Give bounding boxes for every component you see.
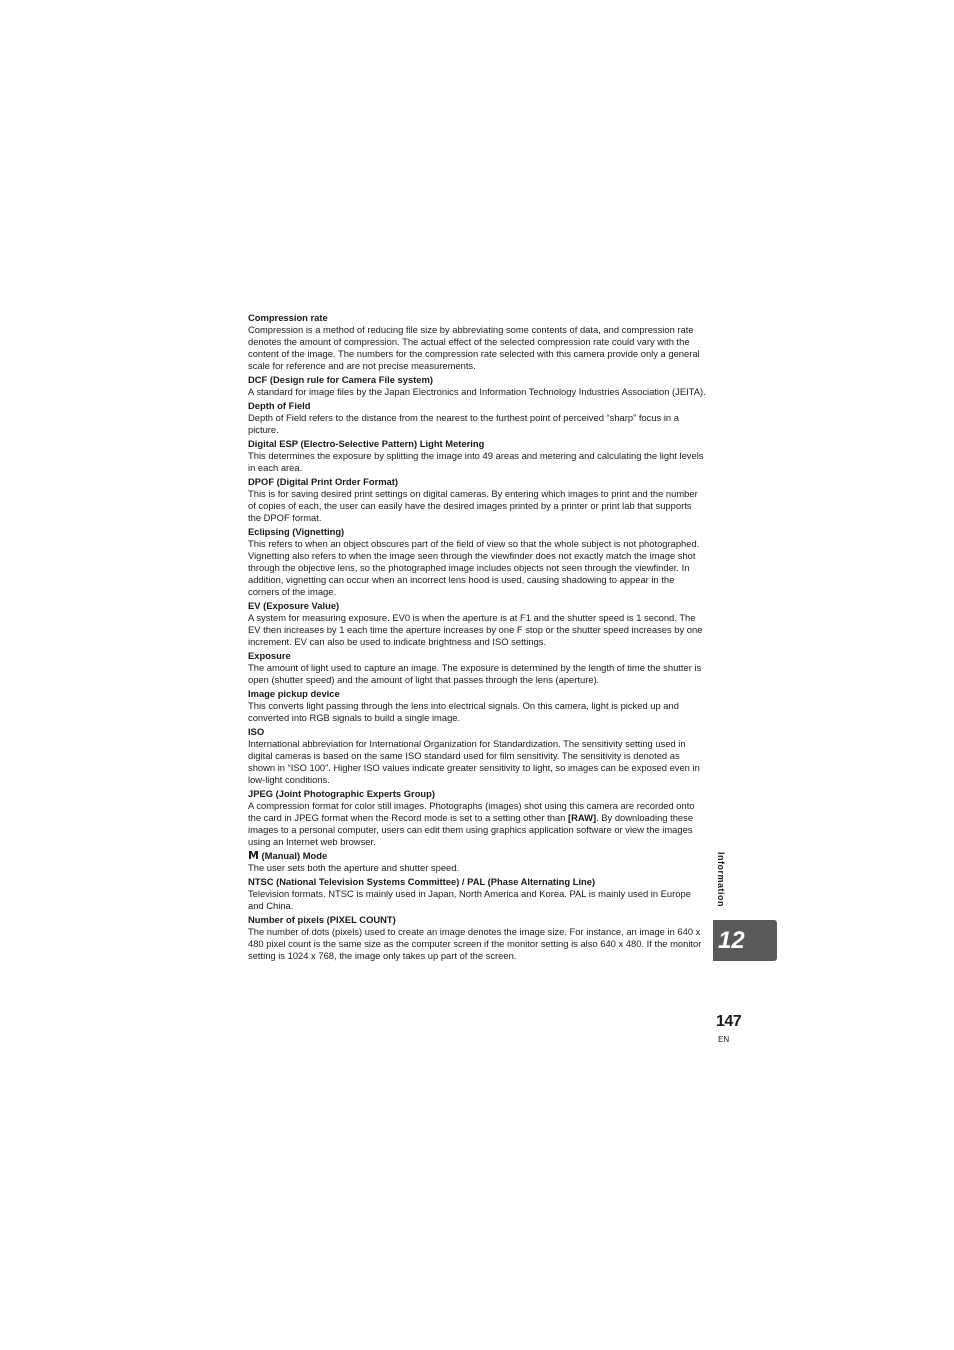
glossary-term: JPEG (Joint Photographic Experts Group) [248, 788, 435, 799]
glossary-entry [248, 850, 706, 874]
glossary-definition: A standard for image files by the Japan Electronics and Information Technology Industries Association (JEITA). [248, 386, 706, 397]
glossary-definition [248, 800, 706, 848]
glossary-entry [248, 650, 706, 686]
glossary-entry [248, 526, 706, 598]
glossary-definition: This is for saving desired print settings on digital cameras. By entering which images to print and the number of copies of each, the user can easily have the desired images printed by a printer or print lab that supports the DPOF format. [248, 488, 698, 523]
glossary-term: Compression rate [248, 312, 328, 323]
glossary-term: Exposure [248, 650, 291, 661]
glossary-term-text: (Manual) Mode [258, 850, 328, 861]
glossary-definition: The number of dots (pixels) used to create an image denotes the image size. For instance, an image in 640 x 480 pixel count is the same size as the computer screen if the monitor setting is also 640 x 480. If the monitor setting is 1024 x 768, the image only takes up part of the screen. [248, 926, 702, 961]
glossary-definition: Television formats. NTSC is mainly used in Japan, North America and Korea. PAL is mainly used in Europe and China. [248, 888, 691, 911]
glossary-term: EV (Exposure Value) [248, 600, 340, 611]
glossary-definition: This converts light passing through the lens into electrical signals. On this camera, light is picked up and converted into RGB signals to build a single image. [248, 700, 679, 723]
glossary-entry [248, 726, 706, 786]
glossary-entry [248, 876, 706, 912]
glossary-entry [248, 400, 706, 436]
page-number: 147 [716, 1013, 742, 1030]
glossary-entry [248, 788, 706, 848]
glossary-entry [248, 600, 706, 648]
page-language: EN [718, 1035, 730, 1044]
glossary-definition: A system for measuring exposure. EV0 is when the aperture is at F1 and the shutter speed is 1 second. The EV then increases by 1 each time the aperture increases by one F stop or the shutter speed increases by one increment. EV can also be used to indicate brightness and ISO settings. [248, 612, 703, 647]
glossary-entry [248, 914, 706, 962]
section-side-label: Information [716, 852, 726, 907]
glossary-content [248, 312, 706, 964]
glossary-definition: This refers to when an object obscures part of the field of view so that the whole subject is not photographed. Vignetting also refers to when the image seen through the viewfinder does not exactly match the image shot through the objective lens, so the photographed image includes objects not seen through the viewfinder. In addition, vignetting can occur when an incorrect lens hood is used, causing shadowing to appear in the corners of the image. [248, 538, 700, 597]
glossary-term: Image pickup device [248, 688, 340, 699]
glossary-definition: The user sets both the aperture and shutter speed. [248, 862, 460, 873]
glossary-entry [248, 476, 706, 524]
definition-text: A compression format for color still images. Photographs (images) shot using this camera are recorded onto the card in JPEG format when the Record mode is set to a setting other than [248, 800, 695, 823]
glossary-entry [248, 438, 706, 474]
glossary-definition: Compression is a method of reducing file size by abbreviating some contents of data, and compression rate denotes the amount of compression. The actual effect of the selected compression rate could vary with the content of the image. The numbers for the compression rate selected with this camera provide only a general scale for reference and are not precise measurements. [248, 324, 700, 371]
glossary-definition: The amount of light used to capture an image. The exposure is determined by the length of time the shutter is open (shutter speed) and the amount of light that passes through the lens (aperture). [248, 662, 702, 685]
glossary-entry [248, 312, 706, 372]
glossary-term: Digital ESP (Electro-Selective Pattern) Light Metering [248, 438, 485, 449]
glossary-definition: International abbreviation for International Organization for Standardization. The sensitivity setting used in digital cameras is based on the same ISO standard used for film sensitivity. The sensitivity is denoted as shown in “ISO 100”. Higher ISO values indicate greater sensitivity to light, so images can be exposed even in low-light conditions. [248, 738, 700, 785]
chapter-tab: 12 [713, 920, 777, 961]
glossary-entry [248, 374, 706, 398]
glossary-definition: Depth of Field refers to the distance from the nearest to the furthest point of perceived “sharp” focus in a picture. [248, 412, 679, 435]
glossary-definition: This determines the exposure by splitting the image into 49 areas and metering and calculating the light levels in each area. [248, 450, 704, 473]
glossary-term: Number of pixels (PIXEL COUNT) [248, 914, 396, 925]
glossary-term: DPOF (Digital Print Order Format) [248, 476, 399, 487]
definition-text: . By downloading these images to a personal computer, users can edit them using graphics application software or view the images using an Internet web browser. [248, 812, 694, 847]
glossary-term: DCF (Design rule for Camera File system) [248, 374, 433, 385]
glossary-term: Eclipsing (Vignetting) [248, 526, 345, 537]
raw-setting-label: [RAW] [567, 812, 597, 823]
glossary-term: Depth of Field [248, 400, 311, 411]
glossary-term [248, 850, 706, 862]
glossary-entry [248, 688, 706, 724]
glossary-term: ISO [248, 726, 265, 737]
manual-mode-icon: M [248, 849, 259, 862]
glossary-term: NTSC (National Television Systems Committee) / PAL (Phase Alternating Line) [248, 876, 596, 887]
